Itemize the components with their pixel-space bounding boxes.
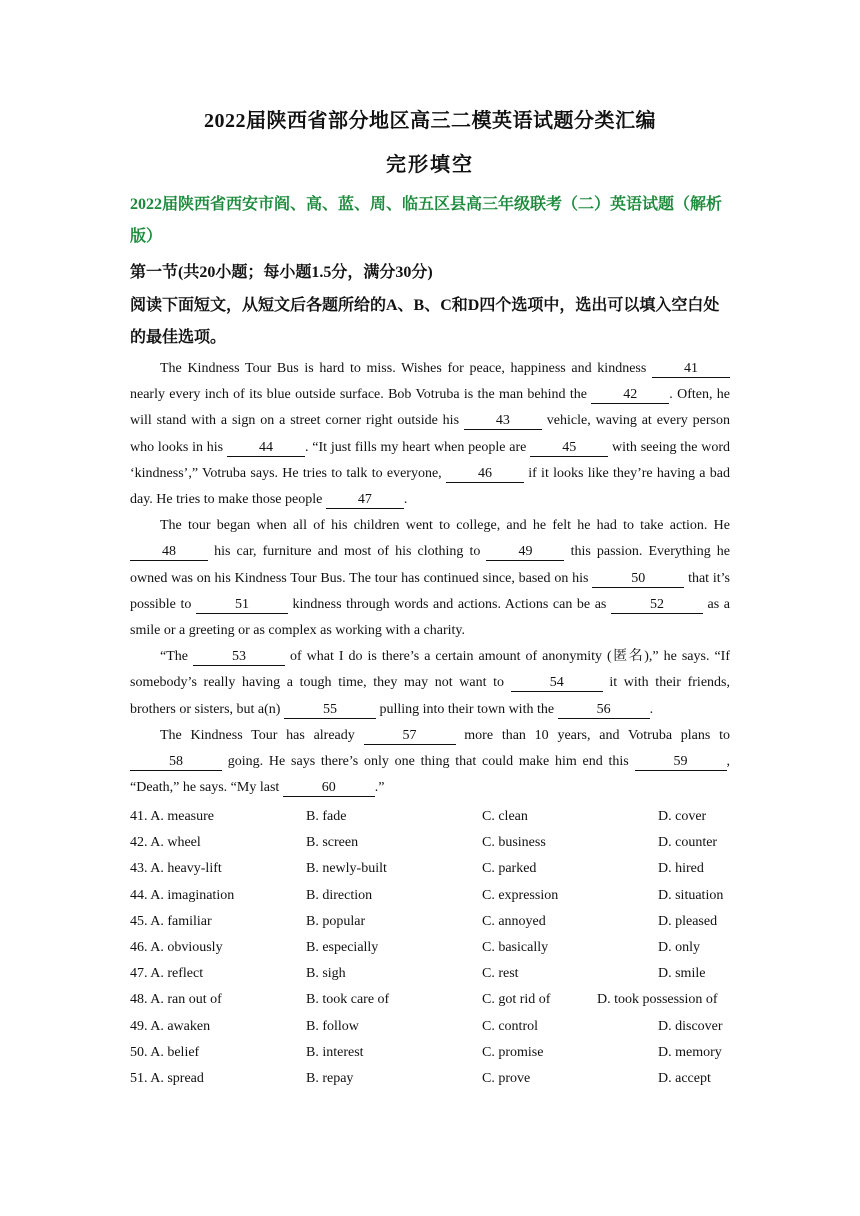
passage-text: “The xyxy=(160,649,193,665)
blank-51: 51 xyxy=(196,597,288,614)
blank-42: 42 xyxy=(591,387,669,404)
option-row xyxy=(130,987,730,1013)
option-row xyxy=(130,804,730,830)
blank-41: 41 xyxy=(652,361,730,378)
option-c: C. clean xyxy=(482,809,528,824)
option-a: 51. A. spread xyxy=(130,1070,204,1086)
option-a: 42. A. wheel xyxy=(130,835,201,851)
blank-60: 60 xyxy=(283,780,375,797)
option-d: D. discover xyxy=(658,1018,723,1034)
option-d: D. pleased xyxy=(658,913,718,929)
option-b: B. fade xyxy=(306,809,347,824)
passage-text: kindness through words and actions. Actions can be as xyxy=(287,596,611,612)
blank-56: 56 xyxy=(558,702,650,719)
passage-text: as a smile or a greeting or as complex as working with a charity. xyxy=(130,596,730,639)
option-b: B. sigh xyxy=(306,966,346,982)
passage-text: with seeing the word ‘kindness’,” Votruba says. He tries to talk to everyone, xyxy=(130,439,731,481)
blank-49: 49 xyxy=(486,544,564,561)
option-d: D. took possession of xyxy=(597,992,718,1008)
blank-57: 57 xyxy=(364,728,456,745)
option-d: D. cover xyxy=(658,809,707,824)
option-b: B. interest xyxy=(306,1044,364,1060)
blank-46: 46 xyxy=(446,466,524,483)
answer-options xyxy=(130,804,730,1092)
passage-text: The Kindness Tour has already xyxy=(160,727,364,743)
blank-55: 55 xyxy=(284,702,376,719)
document-title: 2022届陕西省部分地区高三二模英语试题分类汇编 xyxy=(204,110,656,132)
blank-44: 44 xyxy=(227,440,305,457)
option-b: B. especially xyxy=(306,939,379,955)
passage-paragraph xyxy=(130,723,730,802)
passage-text: that it’s possible to xyxy=(130,570,730,612)
passage-text: The tour began when all of his children went to college, and he felt he had to take action. He xyxy=(160,518,730,534)
blank-47: 47 xyxy=(326,492,404,509)
option-row xyxy=(130,856,730,882)
option-c: C. prove xyxy=(482,1070,531,1086)
option-b: B. repay xyxy=(306,1070,354,1086)
option-a: 48. A. ran out of xyxy=(130,992,222,1008)
passage-text: pulling into their town with the xyxy=(375,701,558,717)
passage-text: more than 10 years, and Votruba plans to xyxy=(455,727,730,743)
option-a: 43. A. heavy-lift xyxy=(130,861,222,877)
passage-text: . Often, he will stand with a sign on a street corner right outside his xyxy=(130,387,730,429)
cloze-passage xyxy=(130,356,730,801)
option-d: D. memory xyxy=(658,1044,722,1060)
option-c: C. expression xyxy=(482,887,559,903)
option-row xyxy=(130,1040,730,1066)
option-b: B. popular xyxy=(306,913,366,929)
passage-paragraph xyxy=(130,356,730,513)
passage-text: . “It just fills my heart when people are xyxy=(304,439,531,455)
part-heading: 第一节(共20小题；每小题1.5分，满分30分) xyxy=(130,264,433,281)
option-a: 41. A. measure xyxy=(130,809,214,824)
option-row xyxy=(130,935,730,961)
exam-subtitle: 2022届陕西省西安市阎、高、蓝、周、临五区县高三年级联考（二）英语试题（解析版） xyxy=(130,196,723,245)
option-c: C. promise xyxy=(482,1044,544,1060)
option-d: D. hired xyxy=(658,861,704,877)
option-c: C. got rid of xyxy=(482,992,551,1008)
option-c: C. rest xyxy=(482,966,519,982)
option-c: C. basically xyxy=(482,939,549,955)
passage-text: vehicle, waving at every person who looks in his xyxy=(130,413,731,455)
passage-text: it with their friends, brothers or sisters, but a(n) xyxy=(130,675,730,717)
option-b: B. screen xyxy=(306,835,359,851)
passage-paragraph xyxy=(130,644,730,723)
option-a: 47. A. reflect xyxy=(130,966,204,982)
option-row xyxy=(130,909,730,935)
option-a: 44. A. imagination xyxy=(130,887,235,903)
option-b: B. took care of xyxy=(306,992,390,1008)
option-row xyxy=(130,830,730,856)
option-row xyxy=(130,1066,730,1092)
passage-paragraph xyxy=(130,513,730,644)
option-d: D. counter xyxy=(658,835,718,851)
option-c: C. parked xyxy=(482,861,537,877)
passage-text: , “Death,” he says. “My last xyxy=(130,754,730,796)
blank-43: 43 xyxy=(464,413,542,430)
blank-45: 45 xyxy=(530,440,608,457)
option-c: C. business xyxy=(482,835,546,851)
option-row xyxy=(130,883,730,909)
passage-text: going. He says there’s only one thing that could make him end this xyxy=(222,754,635,770)
option-b: B. newly-built xyxy=(306,861,387,877)
option-row xyxy=(130,961,730,987)
blank-53: 53 xyxy=(193,649,285,666)
section-title: 完形填空 xyxy=(386,154,474,176)
option-d: D. only xyxy=(658,939,700,955)
blank-58: 58 xyxy=(130,754,222,771)
option-a: 46. A. obviously xyxy=(130,939,223,955)
passage-text: .” xyxy=(374,780,385,796)
option-a: 50. A. belief xyxy=(130,1044,200,1060)
instructions: 阅读下面短文，从短文后各题所给的A、B、C和D四个选项中，选出可以填入空白处的最佳选项。 xyxy=(130,297,720,346)
blank-59: 59 xyxy=(635,754,727,771)
option-a: 45. A. familiar xyxy=(130,913,212,929)
passage-text: this passion. Everything he owned was on his Kindness Tour Bus. The tour has continued since, based on his xyxy=(130,544,730,586)
option-d: D. smile xyxy=(658,966,706,982)
option-d: D. situation xyxy=(658,887,724,903)
passage-text: if it looks like they’re having a bad day. He tries to make those people xyxy=(130,465,730,508)
blank-54: 54 xyxy=(511,675,603,692)
option-row xyxy=(130,1014,730,1040)
option-c: C. control xyxy=(482,1018,538,1034)
option-b: B. direction xyxy=(306,887,373,903)
blank-50: 50 xyxy=(592,571,684,588)
passage-text: his car, furniture and most of his clothing to xyxy=(208,544,487,560)
passage-text: . xyxy=(649,701,654,717)
option-c: C. annoyed xyxy=(482,913,546,929)
passage-text: nearly every inch of its blue outside surface. Bob Votruba is the man behind the xyxy=(130,387,592,403)
blank-48: 48 xyxy=(130,544,208,561)
passage-text: . xyxy=(403,492,408,508)
option-d: D. accept xyxy=(658,1070,711,1086)
passage-text: The Kindness Tour Bus is hard to miss. Wishes for peace, happiness and kindness xyxy=(160,361,652,376)
passage-text: of what I do is there’s a certain amount of anonymity (匿名),” he says. “If somebody’s really having a tough time, they may not want to xyxy=(130,649,730,691)
option-a: 49. A. awaken xyxy=(130,1018,211,1034)
blank-52: 52 xyxy=(611,597,703,614)
option-b: B. follow xyxy=(306,1018,359,1034)
